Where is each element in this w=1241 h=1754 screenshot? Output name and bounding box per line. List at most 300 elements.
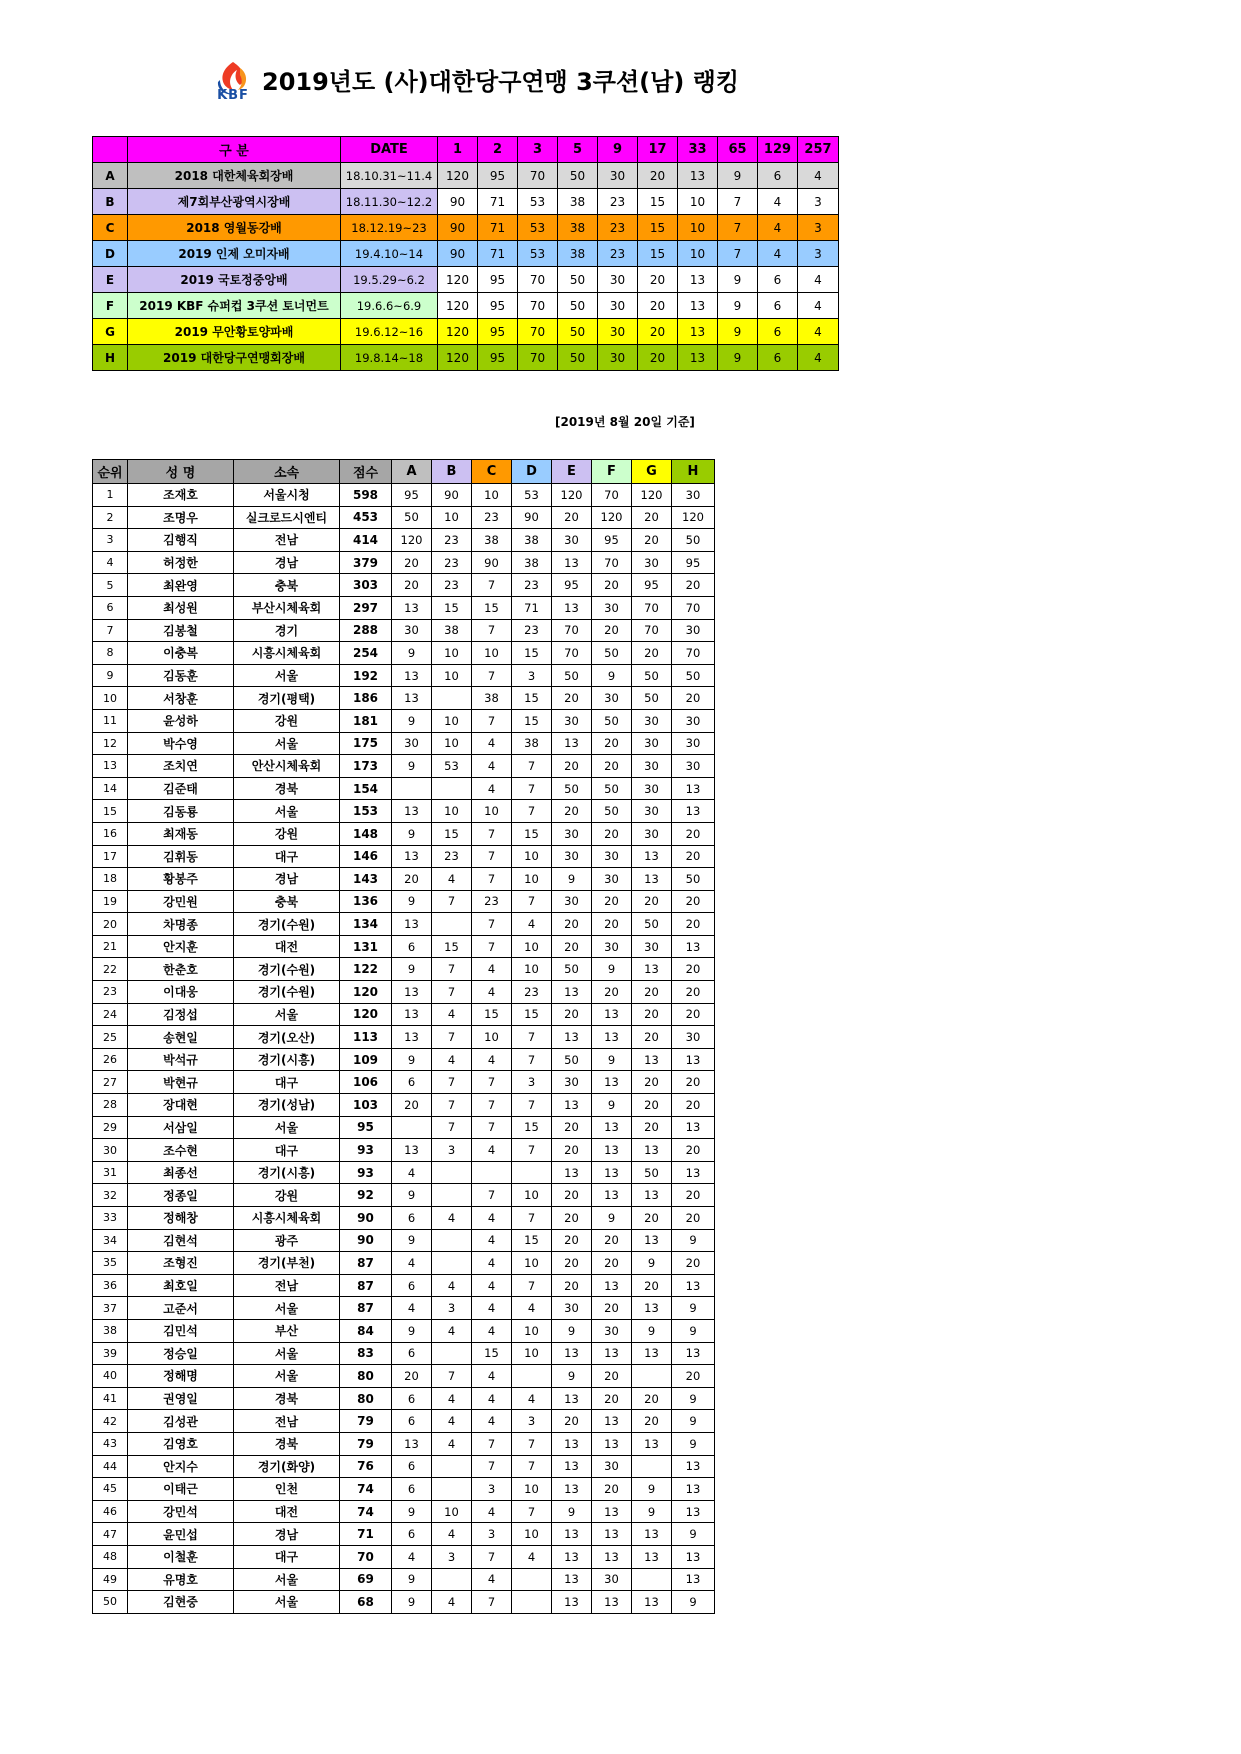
- score-a: 6: [392, 935, 432, 958]
- tournament-points: 23: [598, 241, 638, 267]
- score-a: 9: [392, 709, 432, 732]
- score-g: 13: [632, 1048, 672, 1071]
- player-name: 최호일: [128, 1274, 234, 1297]
- tournament-points: 9: [718, 163, 758, 189]
- player-name: 조재호: [128, 484, 234, 507]
- ranking-header-cell: B: [432, 460, 472, 484]
- score-c: 7: [472, 1116, 512, 1139]
- tournament-header-cell: 129: [758, 137, 798, 163]
- score-h: 20: [672, 1365, 715, 1388]
- score-g: 20: [632, 1207, 672, 1230]
- tournament-points: 13: [678, 293, 718, 319]
- score-h: 13: [672, 1568, 715, 1591]
- score-b: 4: [432, 1319, 472, 1342]
- score-c: 38: [472, 529, 512, 552]
- total-points: 414: [340, 529, 392, 552]
- tournament-name: 2019 국토정중앙배: [128, 267, 341, 293]
- score-d: 7: [512, 755, 552, 778]
- rank-number: 24: [93, 1003, 128, 1026]
- score-c: 4: [472, 755, 512, 778]
- player-name: 이충복: [128, 642, 234, 665]
- affiliation: 서울시청: [234, 484, 340, 507]
- score-e: 20: [552, 800, 592, 823]
- rank-number: 14: [93, 777, 128, 800]
- tournament-points: 20: [638, 293, 678, 319]
- affiliation: 경북: [234, 1432, 340, 1455]
- score-a: 6: [392, 1274, 432, 1297]
- score-e: 20: [552, 1116, 592, 1139]
- tournament-points: 15: [638, 241, 678, 267]
- rank-number: 50: [93, 1591, 128, 1614]
- score-f: 13: [592, 1071, 632, 1094]
- rank-number: 2: [93, 506, 128, 529]
- ranking-row: [93, 732, 715, 755]
- score-e: 50: [552, 777, 592, 800]
- score-e: 13: [552, 551, 592, 574]
- score-e: 13: [552, 1523, 592, 1546]
- score-f: 50: [592, 777, 632, 800]
- score-f: 20: [592, 890, 632, 913]
- score-c: 4: [472, 1500, 512, 1523]
- score-c: 15: [472, 1342, 512, 1365]
- score-e: 13: [552, 1387, 592, 1410]
- score-b: 3: [432, 1545, 472, 1568]
- score-b: [432, 1161, 472, 1184]
- score-c: 7: [472, 709, 512, 732]
- score-e: 20: [552, 1229, 592, 1252]
- tournament-points: 13: [678, 345, 718, 371]
- score-d: 90: [512, 506, 552, 529]
- score-h: 13: [672, 1545, 715, 1568]
- score-d: 38: [512, 551, 552, 574]
- tournament-points: 20: [638, 267, 678, 293]
- score-f: 13: [592, 1591, 632, 1614]
- rank-number: 36: [93, 1274, 128, 1297]
- affiliation: 경기(화양): [234, 1455, 340, 1478]
- tournament-row: [93, 163, 839, 189]
- rank-number: 34: [93, 1229, 128, 1252]
- ranking-header-cell: A: [392, 460, 432, 484]
- score-c: 4: [472, 1568, 512, 1591]
- ranking-row: [93, 664, 715, 687]
- total-points: 113: [340, 1026, 392, 1049]
- score-c: 3: [472, 1478, 512, 1501]
- score-b: 23: [432, 845, 472, 868]
- score-g: 13: [632, 1184, 672, 1207]
- tournament-row: [93, 293, 839, 319]
- tournament-row: [93, 241, 839, 267]
- affiliation: 경기(평택): [234, 687, 340, 710]
- score-g: 13: [632, 1432, 672, 1455]
- score-g: 20: [632, 1410, 672, 1433]
- player-name: 김민석: [128, 1319, 234, 1342]
- score-f: 30: [592, 1455, 632, 1478]
- score-c: 10: [472, 484, 512, 507]
- score-b: 7: [432, 1116, 472, 1139]
- total-points: 80: [340, 1387, 392, 1410]
- score-g: 20: [632, 529, 672, 552]
- total-points: 175: [340, 732, 392, 755]
- score-e: 13: [552, 1026, 592, 1049]
- score-b: 7: [432, 1094, 472, 1117]
- tournament-points: 30: [598, 163, 638, 189]
- affiliation: 대구: [234, 1071, 340, 1094]
- score-c: 4: [472, 1319, 512, 1342]
- tournament-points: 95: [478, 163, 518, 189]
- tournament-points: 7: [718, 241, 758, 267]
- score-b: 7: [432, 890, 472, 913]
- tournament-points: 10: [678, 241, 718, 267]
- score-d: 7: [512, 1026, 552, 1049]
- score-f: 13: [592, 1545, 632, 1568]
- score-d: 15: [512, 822, 552, 845]
- score-a: 6: [392, 1387, 432, 1410]
- score-c: 4: [472, 1297, 512, 1320]
- score-e: 30: [552, 1071, 592, 1094]
- score-e: 20: [552, 1184, 592, 1207]
- ranking-row: [93, 1048, 715, 1071]
- tournament-date: 19.6.6~6.9: [341, 293, 438, 319]
- tournament-code: B: [93, 189, 128, 215]
- score-g: 13: [632, 1523, 672, 1546]
- score-a: 4: [392, 1545, 432, 1568]
- score-b: [432, 1568, 472, 1591]
- tournament-points: 120: [438, 293, 478, 319]
- score-d: 3: [512, 664, 552, 687]
- rank-number: 42: [93, 1410, 128, 1433]
- score-a: 9: [392, 1048, 432, 1071]
- score-c: 4: [472, 1207, 512, 1230]
- affiliation: 대전: [234, 935, 340, 958]
- score-c: 4: [472, 732, 512, 755]
- score-e: 13: [552, 1455, 592, 1478]
- score-a: 95: [392, 484, 432, 507]
- ranking-row: [93, 1568, 715, 1591]
- score-g: 13: [632, 1591, 672, 1614]
- score-h: 30: [672, 1026, 715, 1049]
- tournament-points: 4: [758, 241, 798, 267]
- score-h: 20: [672, 687, 715, 710]
- score-e: 20: [552, 506, 592, 529]
- score-g: 50: [632, 664, 672, 687]
- player-name: 이철훈: [128, 1545, 234, 1568]
- score-g: 30: [632, 709, 672, 732]
- rank-number: 30: [93, 1139, 128, 1162]
- score-e: 13: [552, 1161, 592, 1184]
- score-a: 9: [392, 958, 432, 981]
- score-b: [432, 687, 472, 710]
- rank-number: 28: [93, 1094, 128, 1117]
- score-g: 20: [632, 1071, 672, 1094]
- ranking-header-row: [93, 460, 715, 484]
- tournament-points: 6: [758, 267, 798, 293]
- score-c: 4: [472, 1274, 512, 1297]
- rank-number: 16: [93, 822, 128, 845]
- score-d: 71: [512, 596, 552, 619]
- ranking-row: [93, 1365, 715, 1388]
- tournament-points: 3: [798, 215, 839, 241]
- score-c: 4: [472, 1410, 512, 1433]
- score-d: 10: [512, 1523, 552, 1546]
- total-points: 71: [340, 1523, 392, 1546]
- score-a: 20: [392, 868, 432, 891]
- score-a: 13: [392, 687, 432, 710]
- tournament-points: 70: [518, 345, 558, 371]
- tournament-points: 13: [678, 267, 718, 293]
- score-d: 10: [512, 1252, 552, 1275]
- ranking-header-cell: C: [472, 460, 512, 484]
- score-g: 20: [632, 1116, 672, 1139]
- player-name: 김봉철: [128, 619, 234, 642]
- total-points: 288: [340, 619, 392, 642]
- affiliation: 강원: [234, 1184, 340, 1207]
- tournament-points: 4: [798, 267, 839, 293]
- score-d: 10: [512, 868, 552, 891]
- total-points: 83: [340, 1342, 392, 1365]
- score-b: [432, 1455, 472, 1478]
- score-h: 9: [672, 1410, 715, 1433]
- score-f: 70: [592, 551, 632, 574]
- tournament-points: 23: [598, 189, 638, 215]
- tournament-points: 53: [518, 241, 558, 267]
- tournament-points: 71: [478, 189, 518, 215]
- tournament-name: 2018 대한체육회장배: [128, 163, 341, 189]
- total-points: 120: [340, 1003, 392, 1026]
- player-name: 김영호: [128, 1432, 234, 1455]
- tournament-name: 2018 영월동강배: [128, 215, 341, 241]
- score-h: 20: [672, 574, 715, 597]
- tournament-points: 15: [638, 215, 678, 241]
- score-f: 20: [592, 913, 632, 936]
- score-f: 30: [592, 935, 632, 958]
- player-name: 최재동: [128, 822, 234, 845]
- rank-number: 49: [93, 1568, 128, 1591]
- page-title: 2019년도 (사)대한당구연맹 3쿠션(남) 랭킹: [262, 68, 740, 96]
- tournament-points: 120: [438, 163, 478, 189]
- score-b: 15: [432, 596, 472, 619]
- affiliation: 경북: [234, 777, 340, 800]
- score-b: 7: [432, 981, 472, 1004]
- score-d: 7: [512, 1274, 552, 1297]
- score-d: [512, 1365, 552, 1388]
- affiliation: 경기(부천): [234, 1252, 340, 1275]
- score-a: 9: [392, 890, 432, 913]
- score-f: 50: [592, 800, 632, 823]
- score-h: 20: [672, 1094, 715, 1117]
- player-name: 권영일: [128, 1387, 234, 1410]
- score-b: 4: [432, 1274, 472, 1297]
- tournament-points: 9: [718, 345, 758, 371]
- ranking-row: [93, 981, 715, 1004]
- ranking-row: [93, 1207, 715, 1230]
- score-a: 50: [392, 506, 432, 529]
- score-b: 3: [432, 1139, 472, 1162]
- score-e: 20: [552, 935, 592, 958]
- score-b: [432, 1184, 472, 1207]
- rank-number: 18: [93, 868, 128, 891]
- rank-number: 41: [93, 1387, 128, 1410]
- total-points: 103: [340, 1094, 392, 1117]
- score-a: 4: [392, 1252, 432, 1275]
- score-a: [392, 777, 432, 800]
- total-points: 146: [340, 845, 392, 868]
- rank-number: 1: [93, 484, 128, 507]
- score-g: 13: [632, 1229, 672, 1252]
- total-points: 153: [340, 800, 392, 823]
- ranking-row: [93, 1003, 715, 1026]
- score-a: 13: [392, 913, 432, 936]
- score-d: 38: [512, 529, 552, 552]
- score-g: 30: [632, 732, 672, 755]
- affiliation: 서울: [234, 1568, 340, 1591]
- affiliation: 경기(시흥): [234, 1048, 340, 1071]
- score-g: [632, 1365, 672, 1388]
- score-c: 4: [472, 981, 512, 1004]
- tournament-points: 53: [518, 189, 558, 215]
- score-d: 7: [512, 890, 552, 913]
- score-c: 7: [472, 845, 512, 868]
- score-c: 7: [472, 1184, 512, 1207]
- score-e: 50: [552, 664, 592, 687]
- score-h: 50: [672, 529, 715, 552]
- score-g: 30: [632, 777, 672, 800]
- score-e: 30: [552, 529, 592, 552]
- score-h: 30: [672, 755, 715, 778]
- score-c: 7: [472, 1591, 512, 1614]
- tournament-header-cell: 257: [798, 137, 839, 163]
- player-name: 서삼일: [128, 1116, 234, 1139]
- player-name: 조명우: [128, 506, 234, 529]
- score-e: 20: [552, 1003, 592, 1026]
- score-e: 13: [552, 1545, 592, 1568]
- score-f: 70: [592, 484, 632, 507]
- tournament-code: G: [93, 319, 128, 345]
- tournament-points: 3: [798, 189, 839, 215]
- score-d: 10: [512, 1184, 552, 1207]
- tournament-points: 9: [718, 319, 758, 345]
- affiliation: 경남: [234, 551, 340, 574]
- tournament-points: 4: [798, 345, 839, 371]
- score-f: 95: [592, 529, 632, 552]
- ranking-row: [93, 551, 715, 574]
- affiliation: 서울: [234, 1003, 340, 1026]
- score-a: 6: [392, 1071, 432, 1094]
- rank-number: 17: [93, 845, 128, 868]
- tournament-points: 95: [478, 293, 518, 319]
- score-e: 20: [552, 755, 592, 778]
- player-name: 송현일: [128, 1026, 234, 1049]
- ranking-row: [93, 845, 715, 868]
- ranking-row: [93, 1342, 715, 1365]
- tournament-date: 18.10.31~11.4: [341, 163, 438, 189]
- tournament-date: 18.12.19~23: [341, 215, 438, 241]
- ranking-table: [92, 459, 715, 1614]
- tournament-points: 30: [598, 319, 638, 345]
- ranking-header-cell: E: [552, 460, 592, 484]
- affiliation: 서울: [234, 1342, 340, 1365]
- ranking-row: [93, 574, 715, 597]
- rank-number: 26: [93, 1048, 128, 1071]
- tournament-points: 30: [598, 267, 638, 293]
- score-g: 13: [632, 1342, 672, 1365]
- score-g: 20: [632, 981, 672, 1004]
- score-d: 15: [512, 709, 552, 732]
- tournament-points: 4: [758, 215, 798, 241]
- score-d: 4: [512, 1297, 552, 1320]
- affiliation: 시흥시체육회: [234, 642, 340, 665]
- tournament-points: 90: [438, 189, 478, 215]
- score-b: 7: [432, 1071, 472, 1094]
- player-name: 최완영: [128, 574, 234, 597]
- tournament-header-cell: 3: [518, 137, 558, 163]
- score-h: 9: [672, 1523, 715, 1546]
- score-h: 20: [672, 845, 715, 868]
- score-e: 95: [552, 574, 592, 597]
- tournament-points: 38: [558, 189, 598, 215]
- tournament-points: 4: [798, 163, 839, 189]
- tournament-points: 38: [558, 241, 598, 267]
- player-name: 이대웅: [128, 981, 234, 1004]
- ranking-row: [93, 687, 715, 710]
- score-c: 7: [472, 1071, 512, 1094]
- total-points: 120: [340, 981, 392, 1004]
- score-d: 3: [512, 1410, 552, 1433]
- score-h: 20: [672, 1003, 715, 1026]
- score-h: 70: [672, 596, 715, 619]
- score-b: 4: [432, 1048, 472, 1071]
- tournament-points: 90: [438, 215, 478, 241]
- tournament-header-cell: 9: [598, 137, 638, 163]
- score-f: 20: [592, 1478, 632, 1501]
- tournament-row: [93, 215, 839, 241]
- rank-number: 10: [93, 687, 128, 710]
- score-h: 13: [672, 1048, 715, 1071]
- total-points: 90: [340, 1229, 392, 1252]
- score-e: 20: [552, 1207, 592, 1230]
- score-h: 120: [672, 506, 715, 529]
- tournament-points: 20: [638, 163, 678, 189]
- score-a: 13: [392, 1139, 432, 1162]
- player-name: 김휘동: [128, 845, 234, 868]
- score-c: 7: [472, 619, 512, 642]
- tournament-points: 7: [718, 215, 758, 241]
- score-b: [432, 1229, 472, 1252]
- score-b: [432, 777, 472, 800]
- score-b: [432, 913, 472, 936]
- score-b: 7: [432, 958, 472, 981]
- total-points: 186: [340, 687, 392, 710]
- score-g: [632, 1568, 672, 1591]
- affiliation: 경기(성남): [234, 1094, 340, 1117]
- score-g: 70: [632, 619, 672, 642]
- total-points: 79: [340, 1432, 392, 1455]
- player-name: 이태근: [128, 1478, 234, 1501]
- player-name: 김현석: [128, 1229, 234, 1252]
- score-h: 30: [672, 732, 715, 755]
- score-h: 9: [672, 1432, 715, 1455]
- ranking-row: [93, 1252, 715, 1275]
- score-f: 13: [592, 1026, 632, 1049]
- ranking-row: [93, 1229, 715, 1252]
- score-g: 20: [632, 1003, 672, 1026]
- total-points: 136: [340, 890, 392, 913]
- player-name: 윤성하: [128, 709, 234, 732]
- score-d: 4: [512, 1387, 552, 1410]
- ranking-row: [93, 506, 715, 529]
- player-name: 한춘호: [128, 958, 234, 981]
- score-d: 15: [512, 642, 552, 665]
- tournament-points: 4: [758, 189, 798, 215]
